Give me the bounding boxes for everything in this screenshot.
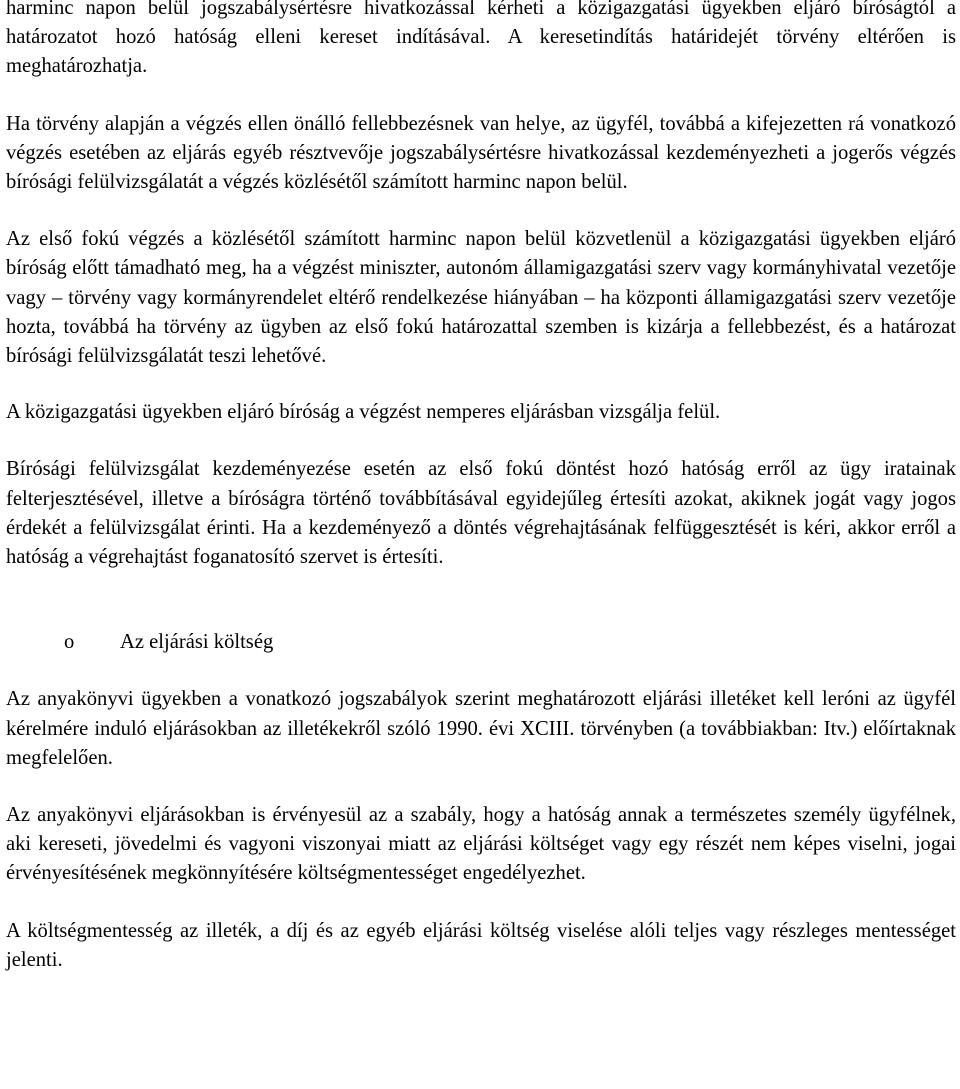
paragraph-notification: Bírósági felülvizsgálat kezdeményezése esetén az első fokú döntést hozó hatóság erről az ügy iratainak felterjesztésével, illetve a bíróságra történő továbbításával egyidejűleg értesíti azokat, akiknek jogát vagy jogos érdekét a felülvizsgálat érinti. Ha a kezdeményező a döntés végrehajtásának felfüggesztését is kéri, akkor erről a hatóság a végrehajtást foganatosító szervet is értesíti.: [6, 458, 956, 569]
bullet-icon: o: [64, 631, 75, 654]
paragraph-cost-exemption-definition: A költségmentesség az illeték, a díj és az egyéb eljárási költség viselése alóli teljes vagy részleges mentességet jelenti.: [6, 919, 956, 971]
document-page: [6, 0, 956, 975]
paragraph-nonlitigious-review: A közigazgatási ügyekben eljáró bíróság a végzést nemperes eljárásban vizsgálja felül.: [6, 401, 721, 424]
section-heading-text: Az eljárási költség: [120, 631, 274, 654]
paragraph-registry-fees: Az anyakönyvi ügyekben a vonatkozó jogszabályok szerint meghatározott eljárási illetéket kell leróni az ügyfél kérelmére induló eljárásokban az illetékekről szóló 1990. évi XCIII. törvényben (a továbbiakban: Itv.) előírtaknak megfelelően.: [6, 688, 956, 769]
section-heading: [6, 628, 956, 657]
paragraph-cost-exemption-rule: Az anyakönyvi eljárásokban is érvényesül az a szabály, hogy a hatóság annak a természetes személy ügyfélnek, aki kereseti, jövedelmi és vagyoni viszonyai miatt az eljárási költséget vagy egy részét nem képes viselni, jogai érvényesítésének megkönnyítésére költségmentességet engedélyezhet.: [6, 804, 956, 885]
paragraph-lawsuit-deadline: harminc napon belül jogszabálysértésre hivatkozással kérheti a közigazgatási ügyekben eljáró bíróságtól a határozatot hozó hatóság elleni kereset indításával. A keresetindítás határidejét törvény eltérően is meghatározhatja.: [6, 0, 956, 78]
paragraph-first-instance-order: Az első fokú végzés a közlésétől számított harminc napon belül közvetlenül a közigazgatási ügyekben eljáró bíróság előtt támadható meg, ha a végzést miniszter, autonóm államigazgatási szerv vagy kormányhivatal vezetője vagy – törvény vagy kormányrendelet eltérő rendelkezése hiányában – ha központi államigazgatási szerv vezetője hozta, továbbá ha törvény az ügyben az első fokú határozattal szemben is kizárja a fellebbezést, és a határozat bírósági felülvizsgálatát teszi lehetővé.: [6, 228, 956, 368]
paragraph-order-review: Ha törvény alapján a végzés ellen önálló fellebbezésnek van helye, az ügyfél, továbbá a kifejezetten rá vonatkozó végzés esetében az eljárás egyéb résztvevője jogszabálysértésre hivatkozással kezdeményezheti a jogerős végzés bírósági felülvizsgálatát a végzés közlésétől számított harminc napon belül.: [6, 112, 956, 194]
